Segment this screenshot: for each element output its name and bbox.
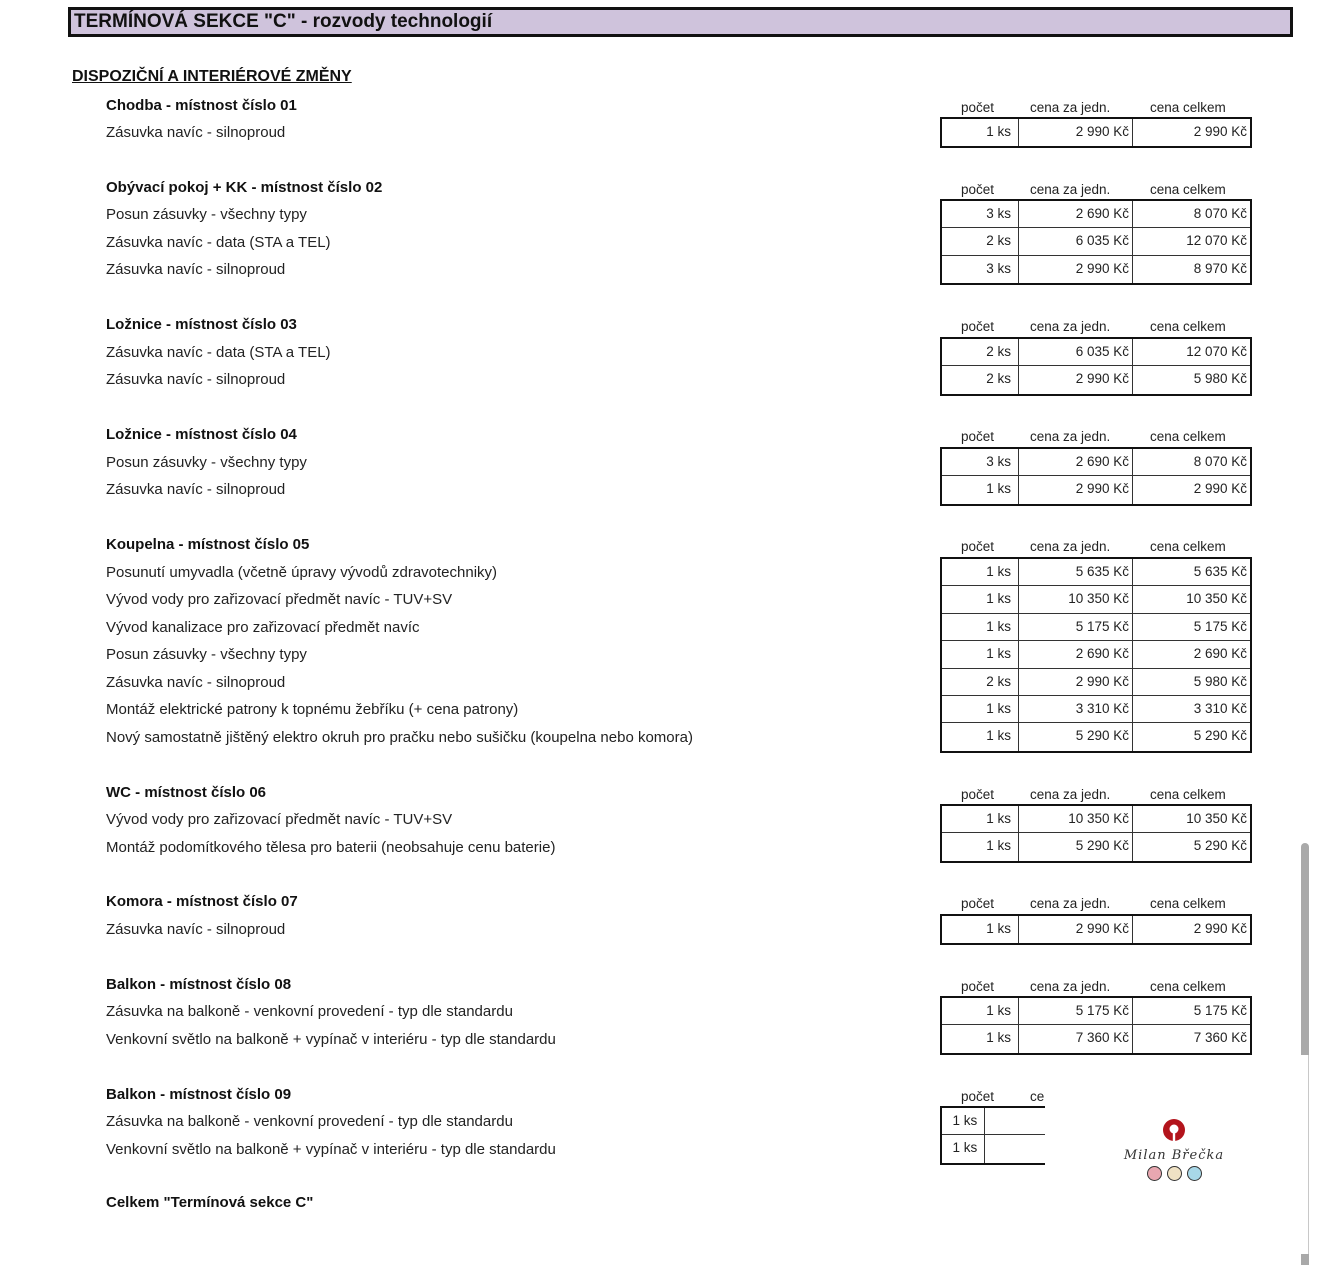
section-title-bar: TERMÍNOVÁ SEKCE "C" - rozvody technologií (68, 7, 1293, 37)
price-table (940, 804, 1252, 863)
room-title: Balkon - místnost číslo 08 (106, 976, 292, 993)
qty-cell: 1 ks (942, 806, 1019, 832)
room-title: WC - místnost číslo 06 (106, 784, 267, 801)
col-head-total: cena celkem (1150, 429, 1226, 444)
item-label: Zásuvka navíc - data (STA a TEL) (106, 344, 331, 361)
qty-cell: 3 ks (942, 256, 1019, 283)
col-head-total: cena celkem (1150, 979, 1226, 994)
total-cell: 8 970 Kč (1193, 260, 1247, 276)
total-cell: 7 360 Kč (1193, 1030, 1247, 1046)
price-table (940, 337, 1252, 396)
room-title: Balkon - místnost číslo 09 (106, 1086, 292, 1103)
item-label: Zásuvka na balkoně - venkovní provedení - typ dle standardu (106, 1003, 513, 1020)
item-label: Zásuvka navíc - silnoproud (106, 481, 286, 498)
unit-price-cell: 2 990 Kč (1019, 916, 1133, 943)
col-head-qty: počet (961, 896, 995, 911)
table-row (942, 641, 1250, 668)
item-label: Posun zásuvky - všechny typy (106, 646, 307, 663)
logo-circles (1118, 1166, 1230, 1181)
item-label: Zásuvka navíc - silnoproud (106, 371, 286, 388)
unit-price-cell: 2 990 Kč (1019, 366, 1133, 393)
qty-cell: 1 ks (942, 1025, 1019, 1052)
col-head-qty: počet (961, 787, 995, 802)
qty-cell: 1 ks (942, 614, 1019, 640)
total-cell: 5 290 Kč (1193, 838, 1247, 854)
price-table (940, 117, 1252, 148)
total-cell: 5 175 Kč (1193, 1003, 1247, 1018)
qty-cell: 1 ks (942, 1135, 985, 1162)
col-head-total: cena celkem (1150, 319, 1226, 334)
qty-cell: 3 ks (942, 201, 1019, 227)
logo-name: Milan Břečka (1123, 1148, 1225, 1163)
unit-price-cell: 2 690 Kč (1019, 641, 1133, 667)
col-head-qty: počet (961, 979, 995, 994)
qty-cell: 1 ks (942, 1108, 985, 1134)
total-cell: 5 980 Kč (1193, 371, 1247, 387)
qty-cell: 1 ks (942, 476, 1019, 503)
col-head-unit-price-truncated: ce (1030, 1089, 1045, 1104)
unit-price-cell: 5 175 Kč (1019, 614, 1133, 640)
item-label: Zásuvka navíc - silnoproud (106, 124, 286, 141)
item-label: Nový samostatně jištěný elektro okruh pro pračku nebo sušičku (koupelna nebo komora) (106, 729, 693, 746)
total-cell: 10 350 Kč (1186, 591, 1247, 607)
col-head-qty: počet (961, 429, 995, 444)
table-row (942, 339, 1250, 366)
table-row (942, 228, 1250, 255)
scrollbar-track[interactable] (1308, 1055, 1309, 1255)
unit-price-cell (985, 1108, 1045, 1134)
col-head-total: cena celkem (1150, 896, 1226, 911)
total-cell: 8 070 Kč (1193, 206, 1247, 221)
unit-price-cell: 2 690 Kč (1019, 449, 1133, 475)
qty-cell: 1 ks (942, 723, 1019, 750)
item-label: Zásuvka na balkoně - venkovní provedení - typ dle standardu (106, 1113, 513, 1130)
logo-ring-icon (1161, 1118, 1187, 1144)
total-cell: 8 070 Kč (1193, 454, 1247, 469)
unit-price-cell: 3 310 Kč (1019, 696, 1133, 722)
unit-price-cell: 2 690 Kč (1019, 201, 1133, 227)
unit-price-cell: 6 035 Kč (1019, 339, 1133, 365)
col-head-qty: počet (961, 1089, 995, 1104)
col-head-unit-price: cena za jedn. (1030, 100, 1111, 115)
col-head-unit-price: cena za jedn. (1030, 896, 1111, 911)
section-total-label: Celkem "Termínová sekce C" (106, 1194, 314, 1211)
item-label: Venkovní světlo na balkoně + vypínač v interiéru - typ dle standardu (106, 1031, 556, 1048)
unit-price-cell: 5 175 Kč (1019, 998, 1133, 1024)
table-row (942, 559, 1250, 586)
qty-cell: 1 ks (942, 696, 1019, 722)
item-label: Zásuvka navíc - silnoproud (106, 921, 286, 938)
col-head-unit-price: cena za jedn. (1030, 539, 1111, 554)
unit-price-cell: 5 290 Kč (1019, 723, 1133, 750)
unit-price-cell: 2 990 Kč (1019, 119, 1133, 146)
total-cell: 2 990 Kč (1193, 124, 1247, 139)
total-cell: 3 310 Kč (1193, 700, 1247, 716)
scrollbar-thumb[interactable] (1301, 843, 1309, 1055)
col-head-qty: počet (961, 182, 995, 197)
total-cell: 5 290 Kč (1193, 728, 1247, 744)
col-head-unit-price: cena za jedn. (1030, 787, 1111, 802)
unit-price-cell: 7 360 Kč (1019, 1025, 1133, 1052)
beige-circle-icon (1167, 1166, 1182, 1181)
price-table (940, 557, 1252, 753)
col-head-unit-price: cena za jedn. (1030, 429, 1111, 444)
qty-cell: 2 ks (942, 669, 1019, 695)
table-row (942, 806, 1250, 833)
unit-price-cell: 2 990 Kč (1019, 476, 1133, 503)
qty-cell: 1 ks (942, 119, 1019, 146)
item-label: Posunutí umyvadla (včetně úpravy vývodů zdravotechniky) (106, 564, 498, 581)
unit-price-cell: 10 350 Kč (1019, 586, 1133, 612)
unit-price-cell: 5 635 Kč (1019, 559, 1133, 585)
vertical-scrollbar[interactable] (1301, 843, 1309, 1265)
qty-cell: 1 ks (942, 833, 1019, 860)
table-row (942, 119, 1250, 146)
item-label: Vývod vody pro zařizovací předmět navíc - TUV+SV (106, 811, 453, 828)
price-table (940, 447, 1252, 506)
price-table (940, 1106, 1045, 1165)
table-row (942, 1108, 1045, 1135)
item-label: Montáž podomítkového tělesa pro baterii (neobsahuje cenu baterie) (106, 839, 556, 856)
table-row (942, 256, 1250, 283)
item-label: Montáž elektrické patrony k topnému žebříku (+ cena patrony) (106, 701, 519, 718)
total-cell: 2 990 Kč (1193, 921, 1247, 936)
table-row (942, 916, 1250, 943)
room-title: Ložnice - místnost číslo 03 (106, 316, 297, 333)
price-table (940, 199, 1252, 285)
qty-cell: 2 ks (942, 228, 1019, 254)
scrollbar-end[interactable] (1301, 1254, 1309, 1265)
col-head-total: cena celkem (1150, 182, 1226, 197)
unit-price-cell: 5 290 Kč (1019, 833, 1133, 860)
table-row (942, 366, 1250, 393)
room-title: Ložnice - místnost číslo 04 (106, 426, 297, 443)
total-cell: 12 070 Kč (1186, 344, 1247, 359)
total-cell: 12 070 Kč (1186, 233, 1247, 249)
table-row (942, 1025, 1250, 1052)
total-cell: 5 980 Kč (1193, 673, 1247, 689)
col-head-total: cena celkem (1150, 100, 1226, 115)
qty-cell: 1 ks (942, 916, 1019, 943)
qty-cell: 1 ks (942, 998, 1019, 1024)
item-label: Posun zásuvky - všechny typy (106, 454, 307, 471)
unit-price-cell: 10 350 Kč (1019, 806, 1133, 832)
col-head-unit-price: cena za jedn. (1030, 979, 1111, 994)
table-row (942, 998, 1250, 1025)
item-label: Posun zásuvky - všechny typy (106, 206, 307, 223)
table-row (942, 669, 1250, 696)
qty-cell: 2 ks (942, 366, 1019, 393)
table-row (942, 723, 1250, 750)
room-title: Obývací pokoj + KK - místnost číslo 02 (106, 179, 383, 196)
total-cell: 10 350 Kč (1186, 811, 1247, 826)
qty-cell: 2 ks (942, 339, 1019, 365)
unit-price-cell: 2 990 Kč (1019, 256, 1133, 283)
col-head-qty: počet (961, 100, 995, 115)
col-head-qty: počet (961, 539, 995, 554)
table-row (942, 1135, 1045, 1162)
item-label: Zásuvka navíc - data (STA a TEL) (106, 234, 331, 251)
col-head-total: cena celkem (1150, 539, 1226, 554)
unit-price-cell: 2 990 Kč (1019, 669, 1133, 695)
table-row (942, 586, 1250, 613)
table-row (942, 696, 1250, 723)
price-table (940, 914, 1252, 945)
room-title: Chodba - místnost číslo 01 (106, 97, 297, 114)
col-head-total: cena celkem (1150, 787, 1226, 802)
table-row (942, 201, 1250, 228)
item-label: Vývod vody pro zařizovací předmět navíc - TUV+SV (106, 591, 453, 608)
total-cell: 5 175 Kč (1193, 618, 1247, 634)
total-cell: 2 690 Kč (1193, 646, 1247, 662)
room-title: Koupelna - místnost číslo 05 (106, 536, 310, 553)
item-label: Vývod kanalizace pro zařizovací předmět navíc (106, 619, 420, 636)
table-row (942, 449, 1250, 476)
col-head-unit-price: cena za jedn. (1030, 319, 1111, 334)
col-head-unit-price: cena za jedn. (1030, 182, 1111, 197)
pink-circle-icon (1147, 1166, 1162, 1181)
qty-cell: 1 ks (942, 586, 1019, 612)
unit-price-cell: 6 035 Kč (1019, 228, 1133, 254)
table-row (942, 833, 1250, 860)
qty-cell: 3 ks (942, 449, 1019, 475)
unit-price-cell (985, 1135, 1045, 1162)
price-table (940, 996, 1252, 1055)
table-row (942, 476, 1250, 503)
total-cell: 5 635 Kč (1193, 564, 1247, 579)
col-head-qty: počet (961, 319, 995, 334)
item-label: Venkovní světlo na balkoně + vypínač v interiéru - typ dle standardu (106, 1141, 556, 1158)
blue-circle-icon (1187, 1166, 1202, 1181)
qty-cell: 1 ks (942, 559, 1019, 585)
author-logo (1118, 1118, 1230, 1198)
total-cell: 2 990 Kč (1193, 481, 1247, 497)
item-label: Zásuvka navíc - silnoproud (106, 261, 286, 278)
room-title: Komora - místnost číslo 07 (106, 893, 298, 910)
qty-cell: 1 ks (942, 641, 1019, 667)
table-row (942, 614, 1250, 641)
section-heading: DISPOZIČNÍ A INTERIÉROVÉ ZMĚNY (72, 68, 352, 85)
item-label: Zásuvka navíc - silnoproud (106, 674, 286, 691)
